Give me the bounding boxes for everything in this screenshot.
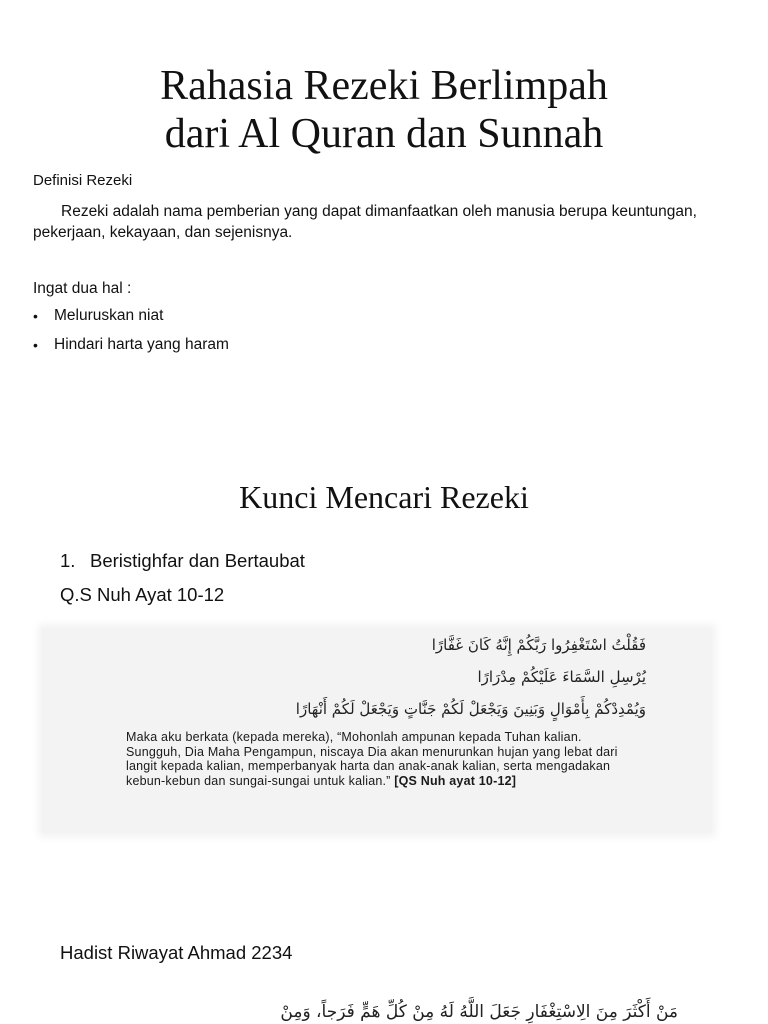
hadith-reference: Hadist Riwayat Ahmad 2234 xyxy=(60,942,293,963)
verse-translation xyxy=(126,730,636,788)
title-line-1: Rahasia Rezeki Berlimpah xyxy=(160,63,608,109)
translation-reference: [QS Nuh ayat 10-12] xyxy=(394,773,517,788)
definition-heading: Definisi Rezeki xyxy=(33,172,133,189)
reminder-label: Ingat dua hal : xyxy=(33,280,132,297)
point-text: Beristighfar dan Bertaubat xyxy=(90,550,305,571)
definition-text: Rezeki adalah nama pemberian yang dapat dimanfaatkan oleh manusia berupa keuntungan, pekerjaan, kekayaan, dan sejenisnya. xyxy=(33,203,697,241)
bullet-icon: • xyxy=(33,308,38,324)
arabic-verse-line: فَقُلْتُ اسْتَغْفِرُوا رَبَّكُمْ إِنَّهُ كَانَ غَفَّارًا xyxy=(431,636,646,654)
arabic-verse-line: وَيُمْدِدْكُمْ بِأَمْوَالٍ وَبَنِينَ وَيَجْعَلْ لَكُمْ جَنَّاتٍ وَيَجْعَلْ لَكُمْ أَنْهَارًا xyxy=(295,700,646,718)
quran-quote-image xyxy=(42,628,712,833)
definition-paragraph xyxy=(33,201,733,243)
reminder-list xyxy=(33,305,229,363)
title-line-2: dari Al Quran dan Sunnah xyxy=(164,111,604,157)
numbered-point xyxy=(60,550,305,572)
page-title xyxy=(0,62,768,158)
list-item xyxy=(33,305,229,334)
translation-text: Maka aku berkata (kepada mereka), “Mohonlah ampunan kepada Tuhan kalian. Sungguh, Dia Maha Pengampun, niscaya Dia akan menurunkan hujan yang lebat dari langit kepada kalian, memperbanyak harta dan anak-anak kalian, serta mengadakan kebun-kebun dan sungai-sungai untuk kalian.” xyxy=(126,730,618,788)
list-item xyxy=(33,334,229,363)
arabic-verse-line: يُرْسِلِ السَّمَاءَ عَلَيْكُمْ مِدْرَارًا xyxy=(477,668,646,686)
bullet-icon: • xyxy=(33,337,38,353)
list-item-text: Hindari harta yang haram xyxy=(54,336,229,353)
section-title: Kunci Mencari Rezeki xyxy=(239,479,529,515)
list-item-text: Meluruskan niat xyxy=(54,307,164,324)
hadith-arabic-text: مَنْ أَكْثَرَ مِنَ الِاسْتِغْفَارِ جَعَلَ اللَّهُ لَهُ مِنْ كُلِّ هَمٍّ فَرَجاً، وَمِنْ xyxy=(280,1002,678,1022)
point-number: 1. xyxy=(60,550,76,571)
surah-reference: Q.S Nuh Ayat 10-12 xyxy=(60,584,225,605)
